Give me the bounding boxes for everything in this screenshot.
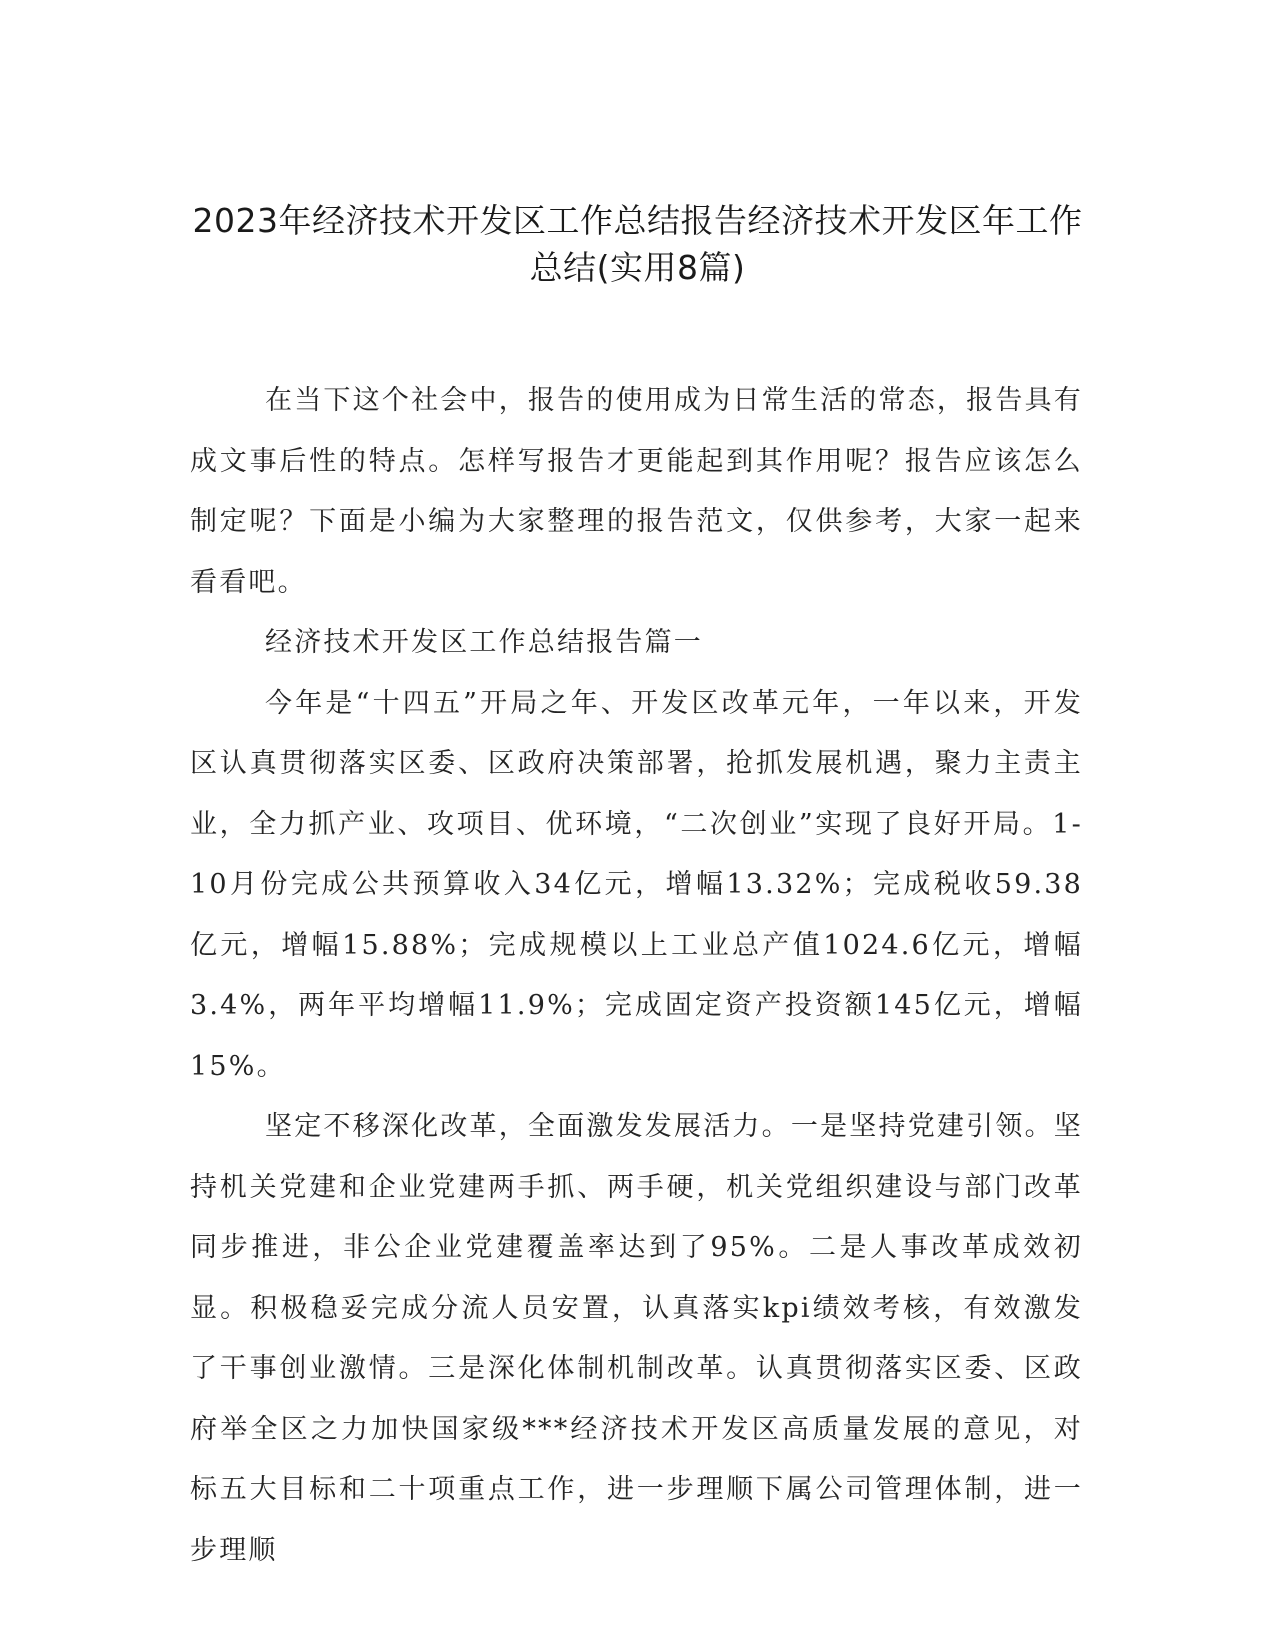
title-line-2: 总结(实用8篇) [529,248,746,287]
document-title [160,197,1115,291]
title-line-1: 2023年经济技术开发区工作总结报告经济技术开发区年工作 [192,201,1083,240]
intro-paragraph: 在当下这个社会中，报告的使用成为日常生活的常态，报告具有成文事后性的特点。怎样写报告才更能起到其作用呢？报告应该怎么制定呢？下面是小编为大家整理的报告范文，仅供参考，大家一起来看看吧。 [190,385,1083,598]
reform-paragraph: 坚定不移深化改革，全面激发发展活力。一是坚持党建引领。坚持机关党建和企业党建两手抓、两手硬，机关党组织建设与部门改革同步推进，非公企业党建覆盖率达到了95%。二是人事改革成效初显。积极稳妥完成分流人员安置，认真落实kpi绩效考核，有效激发了干事创业激情。三是深化体制机制改革。认真贯彻落实区委、区政府举全区之力加快国家级***经济技术开发区高质量发展的意见，对标五大目标和二十项重点工作，进一步理顺下属公司管理体制，进一步理顺 [190,1111,1083,1566]
section-heading: 经济技术开发区工作总结报告篇一 [265,627,703,658]
overview-paragraph: 今年是“十四五”开局之年、开发区改革元年，一年以来，开发区认真贯彻落实区委、区政府决策部署，抢抓发展机遇，聚力主责主业，全力抓产业、攻项目、优环境，“二次创业”实现了良好开局。1-10月份完成公共预算收入34亿元，增幅13.32%；完成税收59.38亿元，增幅15.88%；完成规模以上工业总产值1024.6亿元，增幅3.4%，两年平均增幅11.9%；完成固定资产投资额145亿元，增幅15%。 [190,687,1083,1082]
document-body [190,371,1083,1581]
